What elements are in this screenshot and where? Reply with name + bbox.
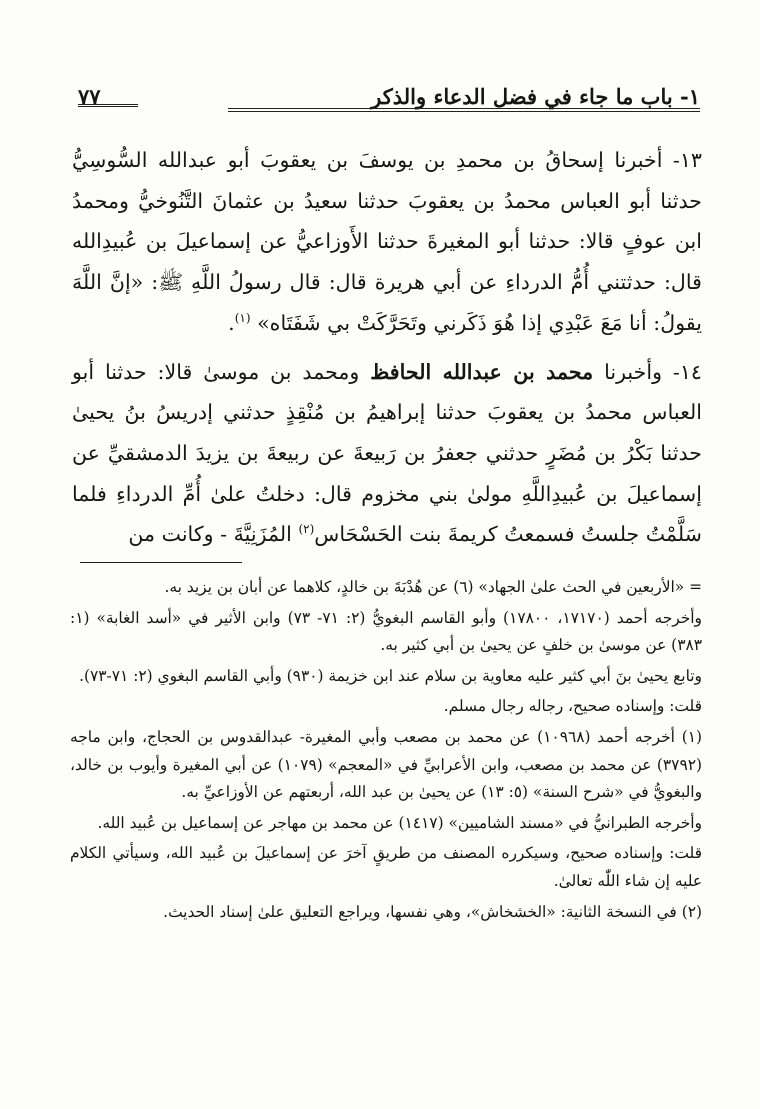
hadith-text-end: . — [228, 310, 235, 335]
hadith-number: ١٤- — [672, 359, 702, 384]
footnote-paragraph: قلت: وإسناده صحيح، رجاله رجال مسلم. — [443, 697, 702, 716]
footnote-paragraph: وأخرجه الطبرانيُّ في «مسند الشاميين» (١٤١٧) عن محمد بن مهاجر عن إسماعيل بن عُبيد الله. — [97, 813, 702, 832]
footnote-ref[interactable]: (٢) — [298, 522, 315, 537]
page-header — [78, 78, 700, 114]
hadith-14 — [72, 352, 702, 556]
footnote-label: (٢) — [681, 902, 702, 921]
footnote-paragraph: وأخرجه أحمد (١٧١٧٠، ١٧٨٠٠) وأبو القاسم البغويُّ (٢: ٧١- ٧٣) وابن الأثير في «أسد الغابة» (١: ٣٨٣) عن موسىٰ بن خلفٍ عن يحيىٰ بن أبي كثير به. — [70, 608, 702, 655]
page-number-rule — [78, 104, 138, 110]
hadith-text: أخبرنا إسحاقُ بن محمدِ بن يوسفَ بن يعقوبَ أبو عبدالله السُّوسِيُّ حدثنا أبو العباس محمدُ بن يعقوبَ حدثنا سعيدُ بن عثمانَ التَّنُوخيُّ ومحمدُ ابن عوفٍ قالا: حدثنا أبو المغيرةَ حدثنا الأَوزاعيُّ عن إسماعيلَ بن عُبيدِالله قال: حدثتني أُمُّ الدرداءِ عن أبي هريرة قال: قال رسولُ اللَّهِ ﷺ: «إنَّ اللَّهَ يقولُ: أنا مَعَ عَبْدِي إذا هُوَ ذَكَرني وتَحَرَّكَتْ بي شَفَتَاه» — [72, 148, 702, 335]
footnote-label: (١) — [681, 727, 703, 746]
footnote-text: في النسخة الثانية: «الخشخاش»، وهي نفسها، ويراجع التعليق علىٰ إسناد الحديث. — [163, 902, 677, 921]
footnote-1 — [70, 724, 702, 807]
header-rule — [228, 108, 700, 116]
footnote-paragraph: قلت: وإسناده صحيح، وسيكرره المصنف من طريقٍ آخرَ عن إسماعيلَ بن عُبيد الله، وسيأتي الكلام عليه إن شاء اللّٰه تعالىٰ. — [70, 844, 702, 890]
hadith-13 — [72, 140, 702, 344]
page-number: ٧٧ — [78, 83, 101, 109]
footnote-ref[interactable]: (١) — [234, 310, 251, 325]
footnote-continuation: = «الأربعين في الحث علىٰ الجهاد» (٦) عن هُدْبَةَ بن خالدٍ، كلاهما عن أبان بن يزيد به. — [164, 578, 702, 596]
hadith-text: ومحمد بن موسىٰ قالا: حدثنا أبو العباس محمدُ بن يعقوبَ حدثنا إبراهيمُ بن مُنْقِذٍ حدثني إدريسُ بنُ يحيىٰ حدثنا بَكْرُ بن مُضَرٍ حدثني جعفرُ بن رَبيعةَ عن ربيعةَ بن يزيدَ الدمشقيِّ عن إسماعيلَ بن عُبيدِاللَّهِ مولىٰ بني مخزوم قال: دخلتُ علىٰ أُمِّ الدرداءِ فلما سَلَّمْتُ جلستُ فسمعتُ كريمةَ بنت الحَسْحَاس — [72, 359, 702, 547]
running-title: ١- باب ما جاء في فضل الدعاء والذكر — [371, 83, 700, 109]
hadith-number: ١٣- — [672, 148, 702, 172]
footnotes — [70, 574, 702, 929]
hadith-text-start: وأخبرنا — [593, 359, 673, 384]
main-text — [72, 140, 702, 555]
narrator-name: محمد بن عبدالله الحافظ — [370, 359, 594, 384]
footnote-2 — [70, 899, 702, 927]
footnote-paragraph: وتابع يحيىٰ بنَ أبي كثير عليه معاوية بن سلام عند ابن خزيمة (٩٣٠) وأبي القاسم البغوي (٢: ٧١-٧٣). — [79, 666, 702, 685]
footnote-text: أخرجه أحمد (١٠٩٦٨) عن محمد بن مصعب وأبي المغيرة- عبدالقدوس بن الحجاج، وابن ماجه (٣٧٩٢) عن محمد بن مصعب، وابن الأعرابيِّ في «المعجم» (١٠٧٩) عن أبي المغيرة وأيوب بن خالد، والبغويُّ في «شرح السنة» (٥: ١٣) عن يحيىٰ بن عبد الله، أربعتهم عن الأوزاعيِّ به. — [70, 727, 702, 802]
footnote-separator — [80, 562, 242, 563]
hadith-text-end: المُزَنِيَّةَ - وكانت من — [128, 522, 299, 547]
